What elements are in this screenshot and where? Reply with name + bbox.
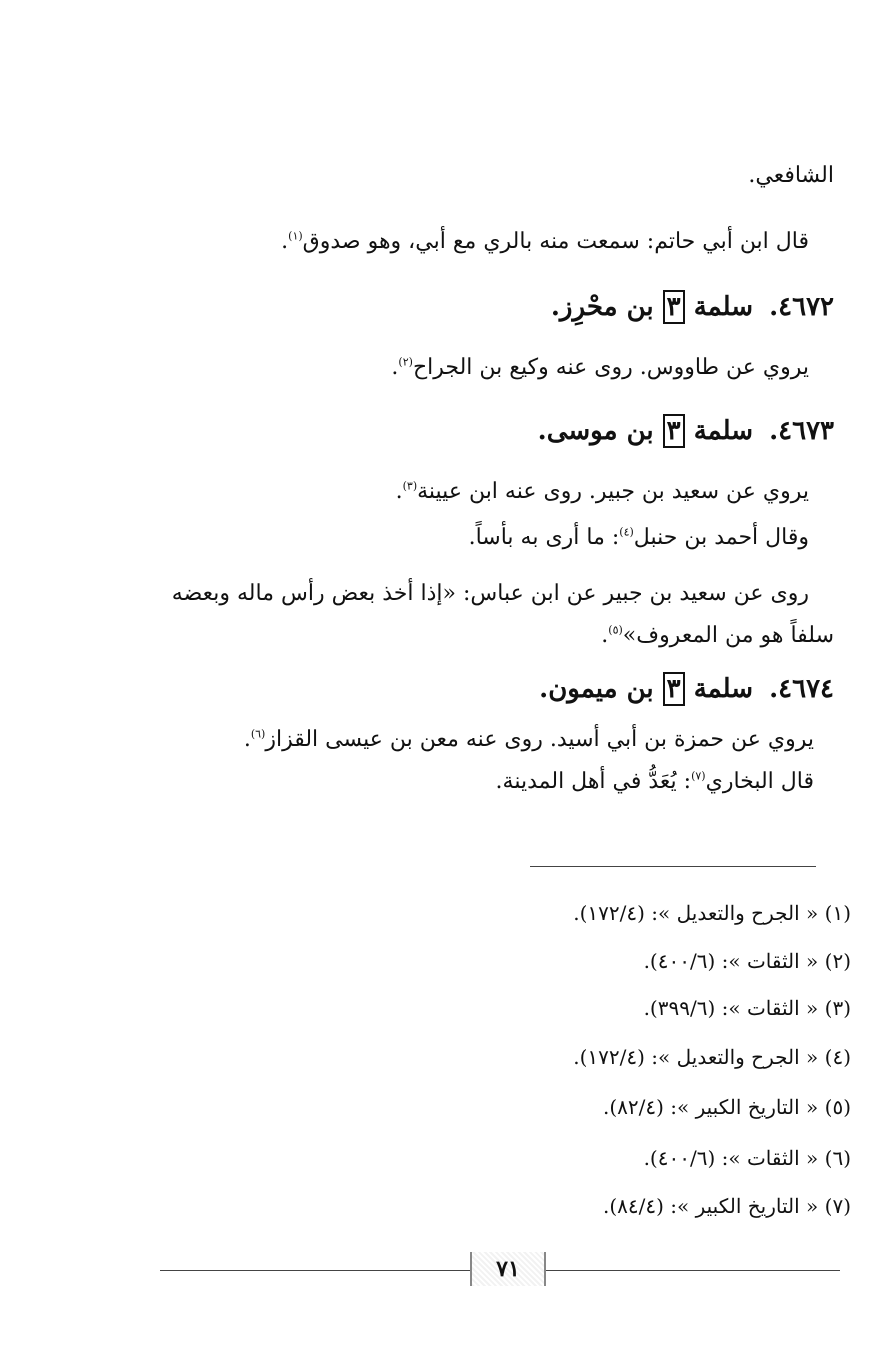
entry-name: سلمة xyxy=(693,416,754,446)
footnote: (٤) « الجرح والتعديل »: (١٧٢/٤). xyxy=(573,1045,851,1069)
body-text: : ما أرى به بأساً. xyxy=(468,525,620,550)
body-text: . xyxy=(243,727,251,752)
page-number: ٧١ xyxy=(470,1252,546,1286)
body-line xyxy=(748,160,834,192)
entry-number: ٤٦٧٤. xyxy=(769,674,834,704)
entry-number: ٤٦٧٣. xyxy=(769,416,834,446)
entry-heading xyxy=(551,288,834,326)
body-text: وقال أحمد بن حنبل xyxy=(633,525,809,550)
entry-number: ٤٦٧٢. xyxy=(769,292,834,322)
body-text: . xyxy=(281,229,289,254)
body-text: : يُعَدُّ في أهل المدينة. xyxy=(495,769,692,794)
body-line xyxy=(281,226,809,258)
body-text: الشافعي. xyxy=(748,163,834,188)
entry-grade-box: ٣ xyxy=(663,672,685,706)
body-text: قال ابن أبي حاتم: سمعت منه بالري مع أبي، وهو صدوق xyxy=(302,229,809,254)
body-line xyxy=(396,476,809,508)
entry-grade-box: ٣ xyxy=(663,290,685,324)
body-text: يروي عن سعيد بن جبير. روى عنه ابن عيينة xyxy=(417,479,809,504)
footnote: (٦) « الثقات »: (٤٠٠/٦). xyxy=(643,1146,851,1170)
footnote: (٧) « التاريخ الكبير »: (٨٤/٤). xyxy=(602,1194,851,1218)
footnote: (١) « الجرح والتعديل »: (١٧٢/٤). xyxy=(573,901,851,925)
entry-name: بن ميمون. xyxy=(539,674,654,704)
body-line xyxy=(391,352,809,384)
page-rule-right xyxy=(542,1270,840,1271)
body-line xyxy=(469,522,809,554)
footnote-marker: (٥) xyxy=(608,623,623,637)
footnote-marker: (٧) xyxy=(691,769,706,783)
footnote: (٥) « التاريخ الكبير »: (٨٢/٤). xyxy=(602,1095,851,1119)
body-text: سلفاً هو من المعروف» xyxy=(622,623,834,648)
entry-name: سلمة xyxy=(693,674,754,704)
footnote-marker: (٤) xyxy=(619,525,634,539)
page-rule-left xyxy=(160,1270,470,1271)
body-text: قال البخاري xyxy=(705,769,814,794)
entry-name: بن موسى. xyxy=(537,416,654,446)
entry-name: بن محْرِز. xyxy=(550,292,654,322)
footnote-marker: (٦) xyxy=(250,727,266,741)
footnote-separator xyxy=(530,866,816,867)
footnote-marker: (١) xyxy=(288,229,303,243)
footnote-marker: (٢) xyxy=(398,355,413,369)
body-text: يروي عن حمزة بن أبي أسيد. روى عنه معن بن عيسى القزاز xyxy=(265,727,814,752)
entry-heading xyxy=(539,670,834,708)
entry-heading xyxy=(538,412,834,450)
body-line xyxy=(172,578,809,610)
body-line xyxy=(601,620,834,652)
footnote: (٢) « الثقات »: (٤٠٠/٦). xyxy=(643,949,851,973)
body-text: . xyxy=(395,479,403,504)
body-line xyxy=(496,766,814,798)
entry-grade-box: ٣ xyxy=(663,414,685,448)
entry-name: سلمة xyxy=(693,292,754,322)
body-text: روى عن سعيد بن جبير عن ابن عباس: «إذا أخذ بعض رأس ماله وبعضه xyxy=(171,581,809,606)
footnote: (٣) « الثقات »: (٣٩٩/٦). xyxy=(643,996,851,1020)
body-text: . xyxy=(391,355,399,380)
body-text: يروي عن طاووس. روى عنه وكيع بن الجراح xyxy=(412,355,809,380)
body-text: . xyxy=(601,623,609,648)
body-line xyxy=(244,724,814,756)
footnote-marker: (٣) xyxy=(402,479,418,493)
